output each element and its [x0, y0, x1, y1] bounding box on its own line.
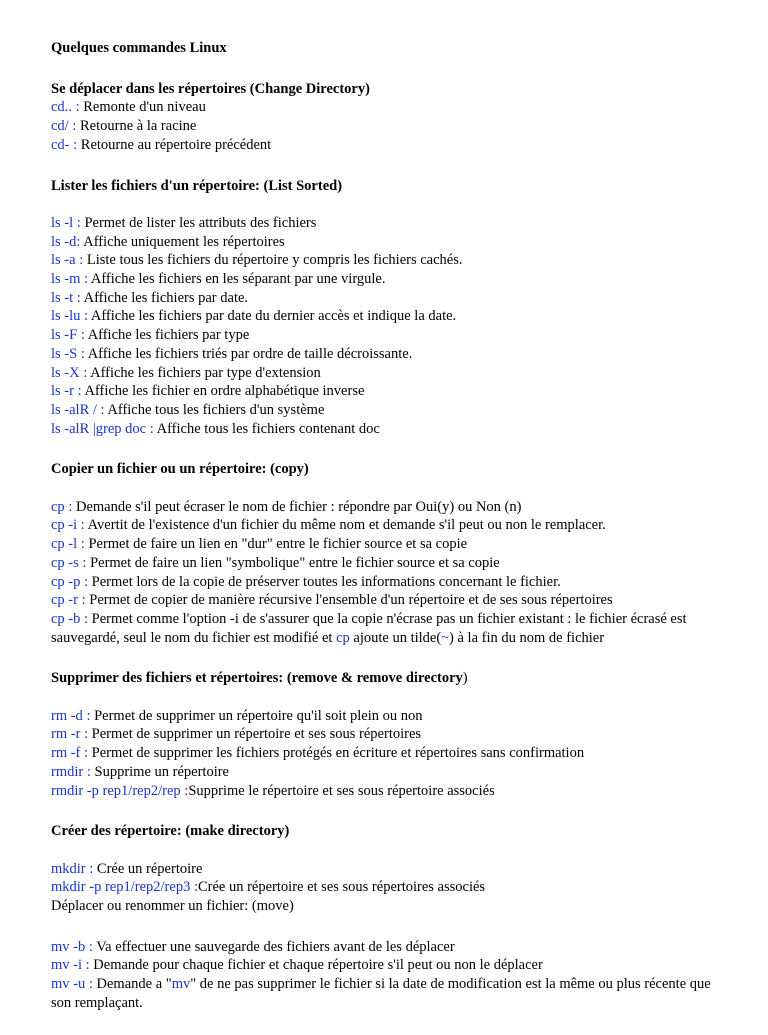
description: Affiche les fichiers par type: [87, 327, 250, 344]
separator: :: [77, 517, 88, 534]
separator: :: [64, 498, 76, 515]
separator: :: [80, 745, 92, 762]
separator: :: [75, 252, 87, 269]
description: Permet lors de la copie de préserver toutes les informations concernant le fichier.: [91, 573, 561, 590]
section-heading-ls: Lister les fichiers d'un répertoire: (List Sorted): [51, 177, 343, 194]
separator: :: [77, 327, 88, 344]
command: mv -u: [51, 976, 86, 993]
separator: :: [77, 536, 89, 553]
document: [51, 39, 721, 1035]
description: Retourne à la racine: [80, 118, 197, 135]
command: mkdir -p rep1/rep2/rep3: [51, 879, 191, 896]
separator: :: [80, 573, 92, 590]
separator: :: [73, 383, 85, 400]
separator: :: [82, 707, 95, 724]
separator: :: [85, 976, 97, 993]
description: Supprime le répertoire et ses sous répertoire associés: [188, 782, 495, 799]
description: Permet de faire un lien en "dur" entre le fichier source et sa copie: [88, 536, 468, 553]
command-line: [51, 214, 721, 233]
command-line: [51, 364, 721, 383]
separator: :: [78, 554, 91, 571]
description: Permet de supprimer les fichiers protégés en écriture et répertoires sans confirmation: [91, 745, 585, 762]
description: Permet de supprimer un répertoire qu'il soit plein ou non: [94, 707, 423, 724]
description: Affiche les fichiers par type d'extension: [90, 364, 321, 381]
separator: :: [85, 860, 97, 877]
description: Affiche uniquement les répertoires: [83, 233, 285, 250]
command-line: [51, 98, 721, 117]
command-line: [51, 763, 721, 782]
command: cp -p: [51, 573, 81, 590]
description: Affiche les fichiers triés par ordre de taille décroissante.: [87, 345, 413, 362]
separator: :: [73, 214, 85, 231]
description: Affiche tous les fichiers d'un système: [107, 401, 325, 418]
section-heading-cd: Se déplacer dans les répertoires (Change Directory): [51, 80, 370, 97]
separator: :: [82, 957, 94, 974]
command: cp -l: [51, 536, 78, 553]
separator: :: [96, 401, 108, 418]
description: Demande pour chaque fichier et chaque répertoire s'il peut ou non le déplacer: [93, 957, 543, 974]
command: cp -i: [51, 517, 78, 534]
separator: :: [80, 271, 91, 287]
command: ls -t: [51, 289, 74, 306]
command-line: [51, 420, 721, 439]
description: Affiche les fichiers par date du dernier accès et indique la date.: [90, 308, 457, 325]
separator: :: [75, 99, 84, 116]
command-line: [51, 382, 721, 401]
separator: :: [72, 118, 80, 135]
separator: :: [83, 763, 95, 780]
page-title: Quelques commandes Linux: [51, 40, 227, 56]
separator: :: [80, 610, 92, 627]
description: Affiche les fichiers par date.: [83, 289, 249, 306]
command-line: [51, 270, 721, 289]
description: Affiche les fichiers en les séparant par une virgule.: [90, 271, 386, 287]
command: cd..: [51, 99, 76, 116]
command-line: [51, 975, 721, 1012]
command: ls -lu: [51, 308, 81, 325]
command-line: [51, 744, 721, 763]
description: Remonte d'un niveau: [83, 99, 206, 116]
section-cd: [51, 80, 721, 155]
command: rmdir: [51, 763, 84, 780]
section-heading-rm: [51, 669, 721, 688]
command-line: [51, 136, 721, 155]
description: Avertit de l'existence d'un fichier du même nom et demande s'il peut ou non le remplacer.: [87, 517, 606, 534]
command-line: [51, 554, 721, 573]
inline-command: cp: [336, 629, 350, 646]
separator: :: [73, 289, 84, 306]
description: Retourne au répertoire précédent: [80, 136, 272, 153]
command: ls -m: [51, 271, 81, 287]
command-line: [51, 938, 721, 957]
tilde-glyph: ~: [441, 629, 450, 646]
description: Affiche les fichier en ordre alphabétique inverse: [84, 383, 365, 400]
section-ls: [51, 177, 721, 439]
section-heading-mkdir: Créer des répertoire: (make directory): [51, 823, 290, 840]
command: cp: [51, 498, 65, 515]
description: Crée un répertoire: [96, 860, 203, 877]
command-line: [51, 345, 721, 364]
command-line: [51, 591, 721, 610]
command-line: [51, 401, 721, 420]
separator: :: [73, 136, 81, 153]
description: Demande a ": [96, 976, 172, 993]
description: Permet comme l'option -i de s'assurer que la copie n'écrase pas un fichier existant : le fichier écrasé est sauvegardé, seul le nom du fichier est modifié et: [51, 610, 687, 646]
section-heading-tail: ): [462, 670, 468, 687]
command: cd-: [51, 136, 74, 153]
command: cp -s: [51, 554, 79, 571]
command: mv -b: [51, 938, 86, 955]
section-mkdir: [51, 822, 721, 916]
description: Supprime un répertoire: [94, 763, 229, 780]
description: Permet de supprimer un répertoire et ses sous répertoires: [91, 726, 422, 743]
separator: :: [85, 938, 97, 955]
command: ls -S: [51, 345, 78, 362]
command: ls -X: [51, 364, 80, 381]
command: ls -d:: [51, 233, 81, 250]
command-line: [51, 326, 721, 345]
separator: :: [80, 308, 91, 325]
command-line: [51, 289, 721, 308]
separator: :: [190, 879, 198, 896]
command: rm -d: [51, 707, 83, 724]
command-line: [51, 610, 721, 647]
description: Liste tous les fichiers du répertoire y compris les fichiers cachés.: [86, 252, 463, 269]
command-line: [51, 498, 721, 517]
separator: :: [180, 782, 189, 799]
command-line: [51, 516, 721, 535]
separator: :: [80, 726, 92, 743]
section-rm: [51, 669, 721, 800]
description: Permet de copier de manière récursive l'ensemble d'un répertoire et de ses sous répertoires: [89, 592, 613, 609]
command: cd/: [51, 118, 73, 135]
description: Va effectuer une sauvegarde des fichiers avant de les déplacer: [96, 938, 455, 955]
command-line: [51, 535, 721, 554]
command-line: [51, 860, 721, 879]
separator: :: [77, 592, 90, 609]
command-line: [51, 251, 721, 270]
command: cp -r: [51, 592, 78, 609]
separator: :: [79, 364, 91, 381]
move-heading: Déplacer ou renommer un fichier: (move): [51, 898, 294, 915]
command: rm -f: [51, 745, 81, 762]
description: Permet de lister les attributs des fichiers: [84, 214, 317, 231]
separator: :: [77, 345, 88, 362]
command: ls -alR |grep doc: [51, 420, 147, 437]
section-heading-cp: Copier un fichier ou un répertoire: (copy): [51, 461, 309, 478]
command: rm -r: [51, 726, 81, 743]
command: ls -a: [51, 252, 76, 269]
command: rmdir -p rep1/rep2/rep: [51, 782, 181, 799]
command: mkdir: [51, 860, 86, 877]
description: Affiche tous les fichiers contenant doc: [156, 420, 380, 437]
description: ajoute un tilde(: [349, 629, 442, 646]
separator: :: [146, 420, 157, 437]
description: " de ne pas supprimer le fichier si la date de modification est la même ou plus récente que son remplaçant.: [51, 976, 711, 1011]
command-line: [51, 782, 721, 801]
command-line: [51, 307, 721, 326]
section-mv: [51, 938, 721, 1013]
description: ) à la fin du nom de fichier: [449, 629, 605, 646]
section-cp: [51, 460, 721, 647]
inline-command: mv: [171, 976, 191, 993]
command-line: [51, 707, 721, 726]
description: Permet de faire un lien "symbolique" entre le fichier source et sa copie: [90, 554, 500, 571]
command: mv -i: [51, 957, 83, 974]
description: Demande s'il peut écraser le nom de fichier : répondre par Oui(y) ou Non (n): [75, 498, 522, 515]
command-line: [51, 956, 721, 975]
command: ls -F: [51, 327, 78, 344]
section-heading-text: Supprimer des fichiers et répertoires: (remove & remove directory: [51, 670, 463, 687]
command-line: [51, 117, 721, 136]
command: cp -b: [51, 610, 81, 627]
command: ls -l: [51, 214, 74, 231]
command: ls -r: [51, 383, 74, 400]
command-line: [51, 233, 721, 252]
description: Crée un répertoire et ses sous répertoires associés: [197, 879, 486, 896]
command-line: [51, 878, 721, 897]
command-line: [51, 725, 721, 744]
command-line: [51, 573, 721, 592]
command: ls -alR /: [51, 401, 97, 418]
